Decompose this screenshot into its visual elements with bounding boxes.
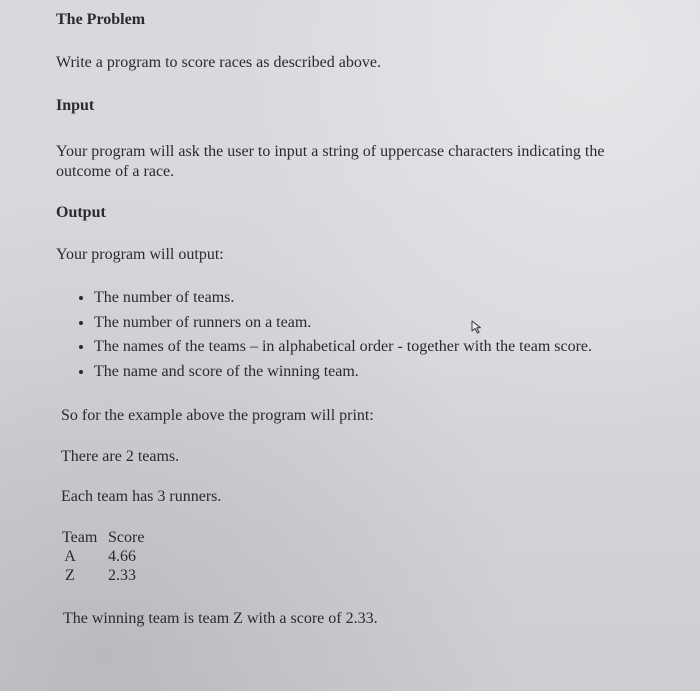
- score-table: [62, 528, 168, 585]
- bullet-item: • The name and score of the winning team.: [94, 362, 592, 382]
- score-cell: 4.66: [108, 548, 136, 565]
- score-cell: 2.33: [108, 567, 136, 584]
- score-table-header: [62, 528, 168, 547]
- team-cell: A: [64, 548, 76, 565]
- table-row: [62, 547, 168, 566]
- teams-line: There are 2 teams.: [61, 448, 180, 465]
- bullet-item: • The number of runners on a team.: [94, 313, 592, 333]
- input-text: Your program will ask the user to input a string of uppercase characters indicating the outcome of a race.: [56, 143, 605, 180]
- team-column-header: Team: [62, 529, 98, 546]
- output-heading: Output: [56, 204, 106, 221]
- problem-heading: The Problem: [56, 11, 146, 28]
- output-intro: Your program will output:: [56, 246, 224, 263]
- input-heading: Input: [56, 97, 95, 114]
- output-bullet-list: [74, 288, 592, 386]
- runners-line: Each team has 3 runners.: [61, 488, 222, 505]
- problem-text: Write a program to score races as described above.: [56, 54, 381, 71]
- example-intro: So for the example above the program will print:: [61, 407, 374, 424]
- score-column-header: Score: [108, 529, 145, 546]
- bullet-item: • The number of teams.: [94, 288, 592, 308]
- team-cell: Z: [65, 567, 75, 584]
- winner-line: The winning team is team Z with a score of 2.33.: [63, 610, 378, 627]
- bullet-item: • The names of the teams – in alphabetical order - together with the team score.: [94, 337, 592, 357]
- table-row: [62, 566, 168, 585]
- mouse-pointer-icon: [470, 320, 484, 334]
